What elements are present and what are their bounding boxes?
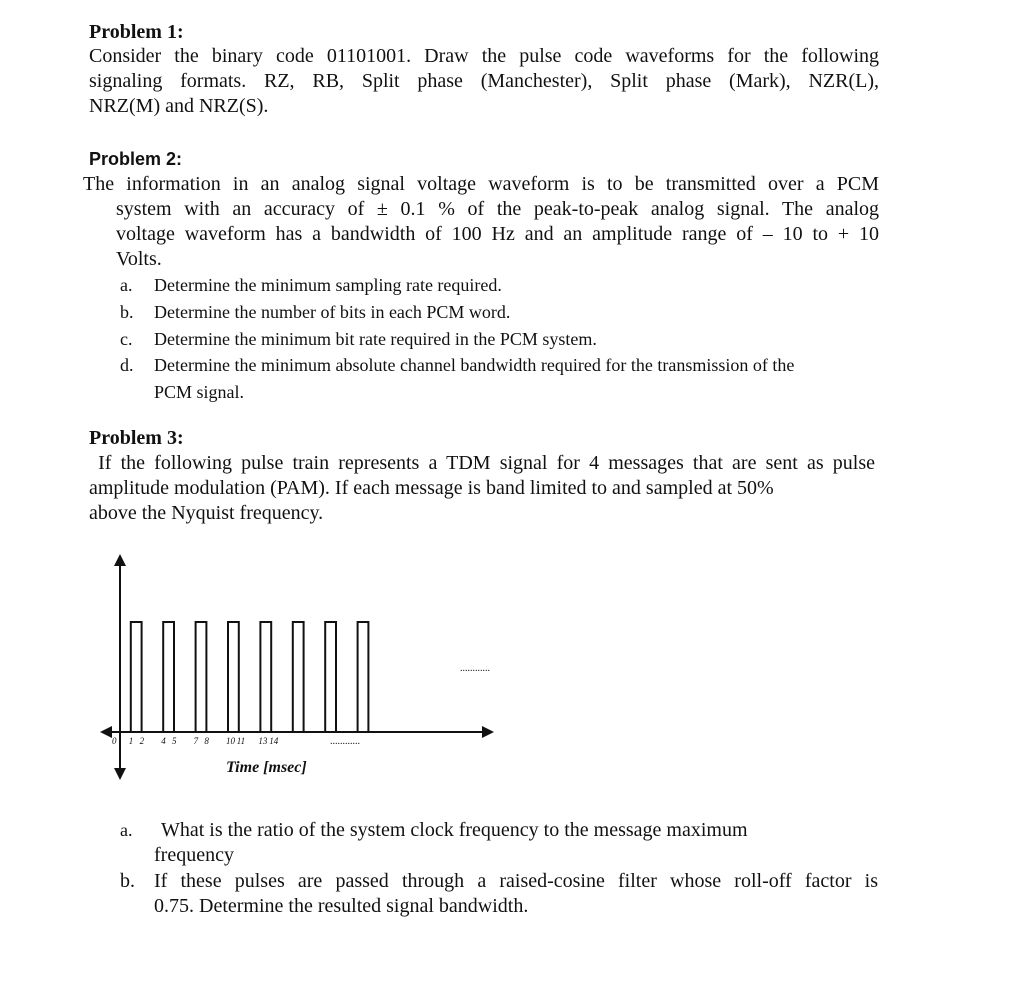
problem-2-heading: Problem 2:: [89, 149, 183, 169]
pulse-group: [131, 622, 369, 732]
tick-label: 14: [269, 736, 279, 746]
list-item-text: If these pulses are passed through a raised-cosine filter whose roll-off factor is: [154, 870, 878, 892]
problem-3-heading: Problem 3:: [89, 427, 184, 449]
pulse-3: [196, 622, 207, 732]
tick-label: 10: [226, 736, 235, 746]
problem-1-line: signaling formats. RZ, RB, Split phase (Manchester), Split phase (Mark), NZR(L),: [89, 70, 879, 92]
problem-1-line: NRZ(M) and NRZ(S).: [89, 95, 269, 117]
pulse-7: [325, 622, 336, 732]
continuation-dots: ............: [460, 663, 490, 674]
tick-label: 8: [204, 736, 209, 746]
tick-label: 5: [172, 736, 177, 746]
tick-label: 1: [128, 736, 134, 746]
list-item-text: Determine the minimum bit rate required in the PCM system.: [154, 329, 597, 349]
list-marker: a.: [120, 820, 133, 840]
pulse-8: [358, 622, 369, 732]
list-item-text: Determine the minimum absolute channel bandwidth required for the transmission of the: [154, 355, 795, 375]
pulse-4: [228, 622, 239, 732]
tick-label: 11: [236, 736, 246, 746]
problem-2-line: The information in an analog signal voltage waveform is to be transmitted over a PCM: [83, 173, 879, 195]
problem-2-text: [83, 172, 879, 272]
tdm-pulse-train-figure: [100, 548, 530, 788]
problem-1-line: Consider the binary code 01101001. Draw the pulse code waveforms for the following: [89, 45, 879, 67]
problem-2-item-d: [120, 352, 880, 406]
pulse-1: [131, 622, 142, 732]
problem-3-line: If the following pulse train represents a TDM signal for 4 messages that are sent as pulse: [89, 452, 875, 474]
tick-label: 4: [161, 736, 166, 746]
tick-label: 2: [139, 736, 145, 746]
problem-3-text: [89, 451, 875, 526]
x-axis-title: Time [msec]: [226, 759, 307, 776]
problem-3-item-a: [120, 818, 890, 868]
list-item-text: Determine the number of bits in each PCM word.: [154, 302, 511, 322]
problem-2-line: voltage waveform has a bandwidth of 100 Hz and an amplitude range of – 10 to + 10: [116, 223, 879, 245]
list-marker: d.: [120, 355, 134, 375]
problem-2-item-a: [120, 272, 880, 298]
problem-2-item-c: [120, 326, 880, 352]
origin-label: 0: [112, 736, 117, 746]
list-marker: a.: [120, 275, 133, 295]
list-marker: c.: [120, 329, 133, 349]
list-marker: b.: [120, 870, 135, 892]
list-item-text: Determine the minimum sampling rate required.: [154, 275, 502, 295]
list-item-text-continued: PCM signal.: [154, 382, 245, 402]
y-axis-arrow-down: [114, 768, 126, 780]
list-item-text-continued: 0.75. Determine the resulted signal bandwidth.: [154, 895, 529, 917]
problem-3-line: amplitude modulation (PAM). If each message is band limited to and sampled at 50%: [89, 477, 774, 499]
list-item-text-continued: frequency: [154, 844, 234, 866]
problem-3-line: above the Nyquist frequency.: [89, 502, 324, 524]
y-axis-arrow-up: [114, 554, 126, 566]
problem-2-line: Volts.: [116, 248, 162, 270]
pulse-6: [293, 622, 304, 732]
tick-trail-dots: ............: [330, 736, 360, 747]
tick-label-group: [129, 736, 279, 746]
tick-label: 7: [193, 736, 199, 746]
pulse-5: [260, 622, 271, 732]
pulse-2: [163, 622, 174, 732]
x-axis-arrow-right: [482, 726, 494, 738]
problem-1-heading: Problem 1:: [89, 21, 184, 43]
problem-3-item-b: [120, 869, 880, 919]
problem-2-line: system with an accuracy of ± 0.1 % of the peak-to-peak analog signal. The analog: [116, 198, 879, 220]
problem-1-text: [89, 44, 879, 119]
tick-label: 13: [258, 736, 268, 746]
problem-2-item-b: [120, 299, 880, 325]
x-axis-arrow-left: [100, 726, 112, 738]
list-marker: b.: [120, 302, 134, 322]
list-item-text: What is the ratio of the system clock frequency to the message maximum: [161, 819, 748, 841]
